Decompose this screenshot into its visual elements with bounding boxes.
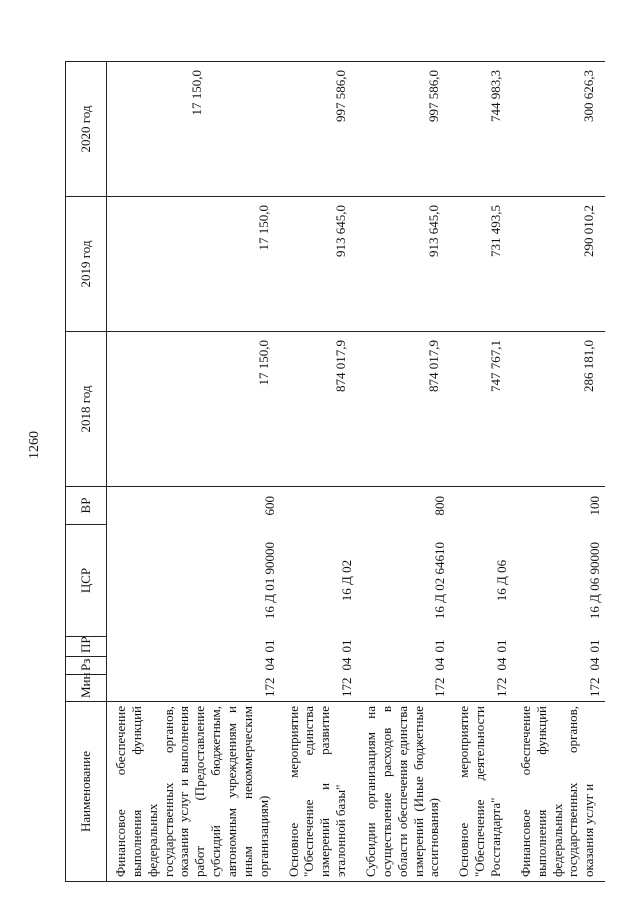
row-min-text: 172 bbox=[432, 677, 448, 697]
row-vr bbox=[512, 487, 605, 525]
header-2019: 2019 год bbox=[66, 197, 107, 332]
row-csr-text: 16 Д 06 90000 bbox=[587, 541, 603, 620]
row-2020: 997 586,0 bbox=[280, 62, 357, 197]
row-vr bbox=[280, 487, 357, 525]
row-vr-text: 800 bbox=[432, 496, 448, 516]
row-2020: 744 983,3 bbox=[450, 62, 512, 197]
row-rz bbox=[357, 657, 450, 675]
row-vr-text: 100 bbox=[587, 496, 603, 516]
row-csr bbox=[280, 525, 357, 637]
row-2018: 17 150,0 bbox=[107, 332, 280, 487]
row-rz-text: 04 bbox=[339, 657, 355, 671]
row-csr bbox=[512, 525, 605, 637]
row-rz-text: 04 bbox=[432, 657, 448, 671]
row-rz bbox=[280, 657, 357, 675]
row-min bbox=[357, 675, 450, 702]
header-min: Мин bbox=[66, 675, 107, 702]
row-2020: 997 586,0 bbox=[357, 62, 450, 197]
row-rz bbox=[107, 657, 280, 675]
table-row bbox=[357, 62, 450, 882]
header-csr: ЦСР bbox=[66, 525, 107, 637]
row-csr bbox=[357, 525, 450, 637]
row-rz bbox=[450, 657, 512, 675]
row-pr-text: 01 bbox=[339, 639, 355, 653]
row-pr bbox=[280, 637, 357, 657]
row-name: Финансовое обеспечение выполнения функций федеральных государственных органов, оказания услуг и выполнения работ (Предоставление субсидий бюджетным, автономным учреждениям и иным некоммерческим организациям) bbox=[107, 702, 280, 882]
row-pr-text: 01 bbox=[493, 639, 509, 653]
row-csr-text: 16 Д 06 bbox=[493, 559, 509, 602]
page-number bbox=[20, 430, 50, 460]
row-min bbox=[280, 675, 357, 702]
header-vr: ВР bbox=[66, 487, 107, 525]
row-csr bbox=[450, 525, 512, 637]
row-min-text: 172 bbox=[493, 677, 509, 697]
row-pr-text: 01 bbox=[432, 639, 448, 653]
row-name: Основное мероприятие "Обеспечение единства измерений и развитие эталонной базы" bbox=[280, 702, 357, 882]
row-min-text: 172 bbox=[339, 677, 355, 697]
row-csr-text: 16 Д 02 bbox=[339, 559, 355, 602]
row-rz bbox=[512, 657, 605, 675]
row-name: Финансовое обеспечение выполнения функций федеральных государственных органов, оказания услуг и bbox=[512, 702, 605, 882]
header-2018: 2018 год bbox=[66, 332, 107, 487]
row-vr-text: 600 bbox=[261, 496, 277, 516]
row-2018: 874 017,9 bbox=[357, 332, 450, 487]
row-rz-text: 04 bbox=[493, 657, 509, 671]
table-row bbox=[450, 62, 512, 882]
row-2018: 747 767,1 bbox=[450, 332, 512, 487]
row-2018: 874 017,9 bbox=[280, 332, 357, 487]
row-2018: 286 181,0 bbox=[512, 332, 605, 487]
row-vr bbox=[450, 487, 512, 525]
row-csr-text: 16 Д 01 90000 bbox=[261, 541, 277, 620]
table-row bbox=[512, 62, 605, 882]
row-rz-text: 04 bbox=[587, 657, 603, 671]
row-2019: 913 645,0 bbox=[280, 197, 357, 332]
row-2019: 731 493,5 bbox=[450, 197, 512, 332]
budget-table bbox=[65, 61, 605, 882]
row-min-text: 172 bbox=[261, 677, 277, 697]
row-csr-text: 16 Д 02 64610 bbox=[432, 541, 448, 620]
row-2020: 300 626,3 bbox=[512, 62, 605, 197]
row-pr-text: 01 bbox=[261, 639, 277, 653]
header-pr: ПР bbox=[66, 637, 107, 657]
row-2019: 17 150,0 bbox=[107, 197, 280, 332]
row-pr-text: 01 bbox=[587, 639, 603, 653]
row-2019: 913 645,0 bbox=[357, 197, 450, 332]
row-vr bbox=[357, 487, 450, 525]
budget-table-sheet bbox=[65, 62, 620, 882]
row-name: Основное мероприятие "Обеспечение деятельности Росстандарта" bbox=[450, 702, 512, 882]
page-number-text: 1260 bbox=[27, 431, 42, 459]
row-2020: 17 150,0 bbox=[107, 62, 280, 197]
header-rz: Рз bbox=[66, 657, 107, 675]
row-rz-text: 04 bbox=[261, 657, 277, 671]
row-2019: 290 010,2 bbox=[512, 197, 605, 332]
row-pr bbox=[107, 637, 280, 657]
header-row bbox=[66, 62, 107, 882]
header-name: Наименование bbox=[66, 702, 107, 882]
row-pr bbox=[357, 637, 450, 657]
row-min bbox=[107, 675, 280, 702]
row-name: Субсидии организациям на осуществление расходов в области обеспечения единства измерений (Иные бюджетные ассигнования) bbox=[357, 702, 450, 882]
row-pr bbox=[512, 637, 605, 657]
table-row bbox=[107, 62, 280, 882]
row-min-text: 172 bbox=[587, 677, 603, 697]
row-vr bbox=[107, 487, 280, 525]
row-min bbox=[450, 675, 512, 702]
row-min bbox=[512, 675, 605, 702]
row-pr bbox=[450, 637, 512, 657]
table-row bbox=[280, 62, 357, 882]
row-csr bbox=[107, 525, 280, 637]
header-2020: 2020 год bbox=[66, 62, 107, 197]
